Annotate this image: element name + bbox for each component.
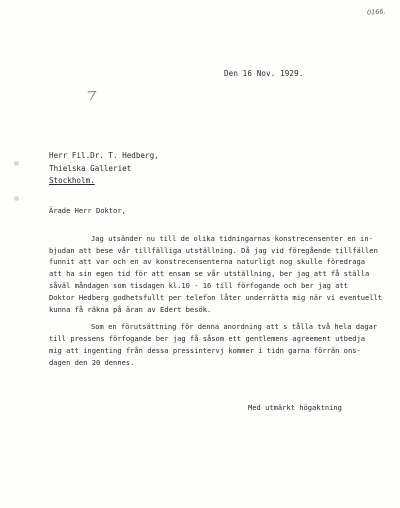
paragraph-line: dagen den 20 dennes. [49, 357, 135, 367]
letter-body [49, 206, 383, 369]
paragraph-line: Jag utsänder nu till de olika tidningarnas konstrecensenter en in- [91, 233, 373, 243]
recipient-address [49, 150, 159, 188]
paragraph-line: Doktor Hedberg godhetsfullt per telefon låter underrätta mig när vi eventuellt [49, 292, 383, 302]
punch-hole [14, 196, 19, 201]
salutation: Ärade Herr Doktor, [49, 206, 126, 215]
paragraph-line: till pressens förfogande ber jag få såsom ett gentlemens agreement utbedja [49, 334, 366, 344]
paragraph-line: funnit att var och en av konstrecensenterna naturligt nog skulle föredraga [49, 257, 366, 267]
paragraph-line: såväl måndagen som tisdagen kl.10 - 16 till förfogande och ber jag att [49, 280, 348, 290]
punch-hole [14, 161, 19, 166]
paragraph-line: att ha sin egen tid för att ensam se vår utställning, ber jag att få ställa [49, 269, 370, 279]
recipient-name: Herr Fil.Dr. T. Hedberg, [49, 151, 159, 160]
letter-date: Den 16 Nov. 1929. [224, 69, 304, 78]
pencil-mark [86, 89, 98, 101]
paragraph-line: kunna få räkna på äran av Edert besök. [49, 304, 212, 314]
closing-phrase: Med utmärkt högaktning [248, 403, 342, 412]
recipient-org: Thielska Galleriet [49, 163, 132, 173]
recipient-city: Stockholm. [49, 176, 95, 185]
archive-reference: 0166. [367, 7, 387, 17]
paragraph-line: mig att ingenting från dessa pressintervj kommer i tidn garna förrän ons- [49, 345, 361, 355]
paragraph-line: bjudan att bese vår tillfälliga utställning. Då jag vid föregående tillfällen [49, 245, 378, 255]
paragraph-line: Som en förutsättning för denna anordning att s tålla två hela dagar [91, 322, 378, 332]
